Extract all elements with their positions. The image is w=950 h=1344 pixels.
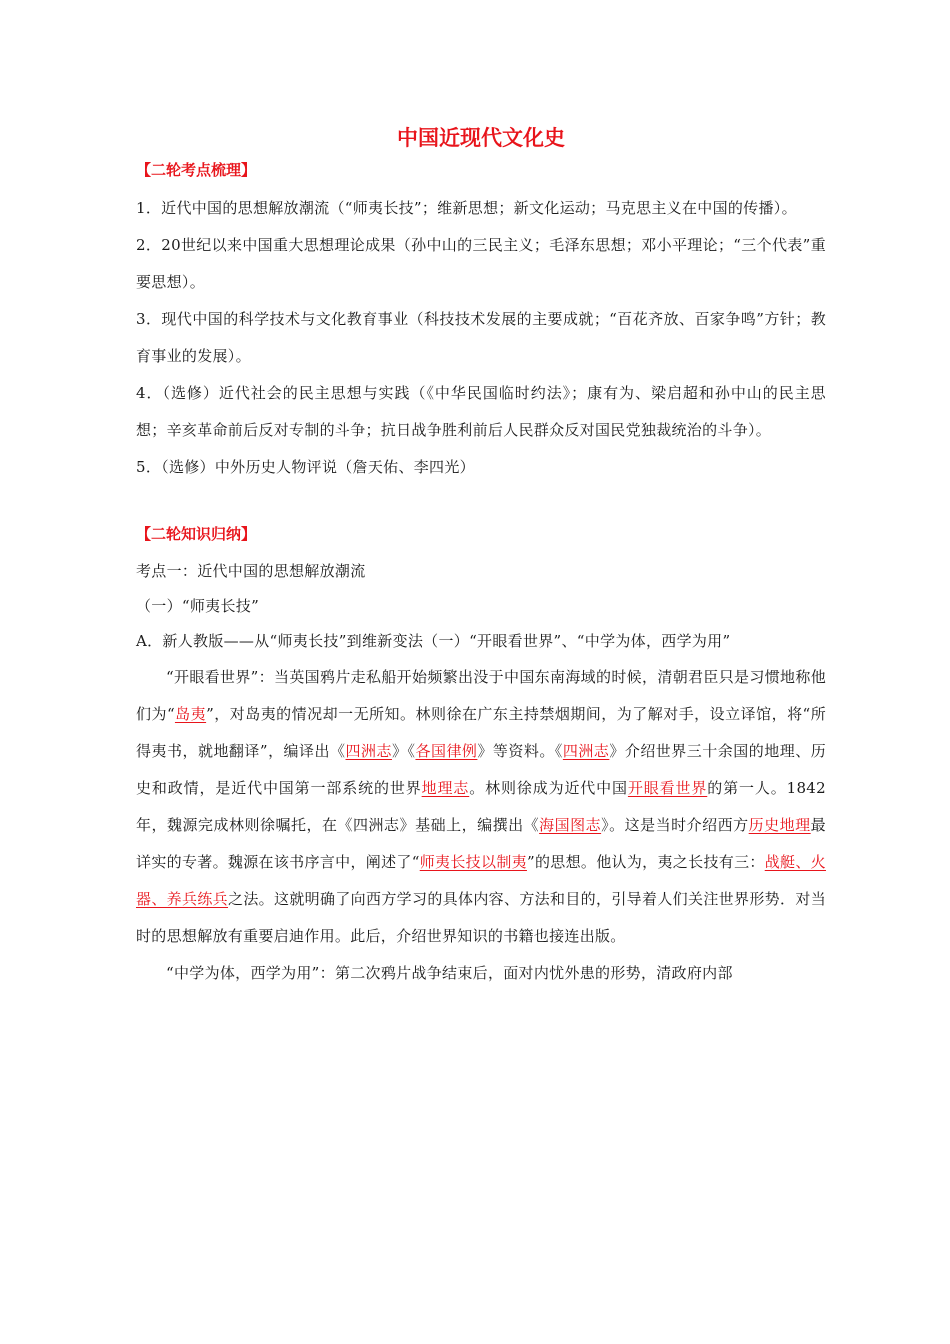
subsection-a-heading: A．新人教版——从“师夷长技”到维新变法（一）“开眼看世界”、“中学为体，西学为用” [136,632,731,650]
paragraph-text: ”，对岛夷的情况却一无所知。林则徐在广东主持禁烟期间，为了解对手，设立译馆，将“所得夷书，就地翻译”，编译出《 [136,705,826,760]
highlight-term: 地理志 [421,779,470,797]
paragraph-text: 》等资料。《 [477,742,563,760]
highlight-term: 师夷长技以制夷 [419,853,527,871]
outline-item-5: 5．（选修）中外历史人物评说（詹天佑、李四光） [136,458,475,476]
paragraph-text: 之法。这就明确了向西方学习的具体内容、方法和目的，引导着人们关注世界形势．对当时的思想解放有重要启迪作用。此后，介绍世界知识的书籍也接连出版。 [136,890,826,945]
highlight-term: 岛夷 [174,705,207,723]
highlight-term: 四洲志 [345,742,392,760]
paragraph-text: 最详实的专著。魏源在该书序言中，阐述了“ [136,816,826,871]
highlight-term: 海国图志 [539,816,602,834]
paragraph-text: 。林则徐成为近代中国 [469,779,628,797]
highlight-term: 开眼看世界 [627,779,708,797]
kaodian-heading: 考点一：近代中国的思想解放潮流 [136,562,366,580]
paragraph-text: 》介绍世界三十余国的地理、历史和政情，是近代中国第一部系统的世界 [136,742,826,797]
highlight-term: 历史地理 [748,816,811,834]
paragraph-chinese-learning: “中学为体，西学为用”：第二次鸦片战争结束后，面对内忧外患的形势，清政府内部 [166,964,733,982]
paragraph-text: “开眼看世界”：当英国鸦片走私船开始频繁出没于中国东南海域的时候，清朝君臣只是习惯地称他们为“ [136,668,826,723]
paragraph-text: ”的思想。他认为，夷之长技有三： [526,853,765,871]
highlight-term: 四洲志 [562,742,610,760]
outline-item-1: 1．近代中国的思想解放潮流（“师夷长技”；维新思想；新文化运动；马克思主义在中国的传播）。 [136,199,797,217]
section-heading-review: 【二轮考点梳理】 [136,161,257,179]
page-title: 中国近现代文化史 [397,126,565,150]
subsection-heading: （一）“师夷长技” [136,597,260,615]
highlight-term: 各国律例 [415,742,478,760]
section-spacer [136,486,826,522]
highlight-term: 战艇、火器、养兵练兵 [136,853,826,908]
paragraph-text: 的第一人。1842年，魏源完成林则徐嘱托，在《四洲志》基础上，编撰出《 [136,779,826,834]
section-heading-summary: 【二轮知识归纳】 [136,525,257,543]
outline-item-2: 2．20世纪以来中国重大思想理论成果（孙中山的三民主义；毛泽东思想；邓小平理论；“三个代表”重要思想）。 [136,236,826,291]
paragraph-open-eyes [136,659,826,955]
paragraph-text: 》。这是当时介绍西方 [601,816,749,834]
outline-item-4: 4．（选修）近代社会的民主思想与实践（《中华民国临时约法》；康有为、梁启超和孙中山的民主思想；辛亥革命前后反对专制的斗争；抗日战争胜利前后人民群众反对国民党独裁统治的斗争）。 [136,384,826,439]
document-content [136,120,826,992]
outline-item-3: 3．现代中国的科学技术与文化教育事业（科技技术发展的主要成就；“百花齐放、百家争鸣”方针；教育事业的发展）。 [136,310,826,365]
paragraph-text: 》《 [391,742,416,760]
